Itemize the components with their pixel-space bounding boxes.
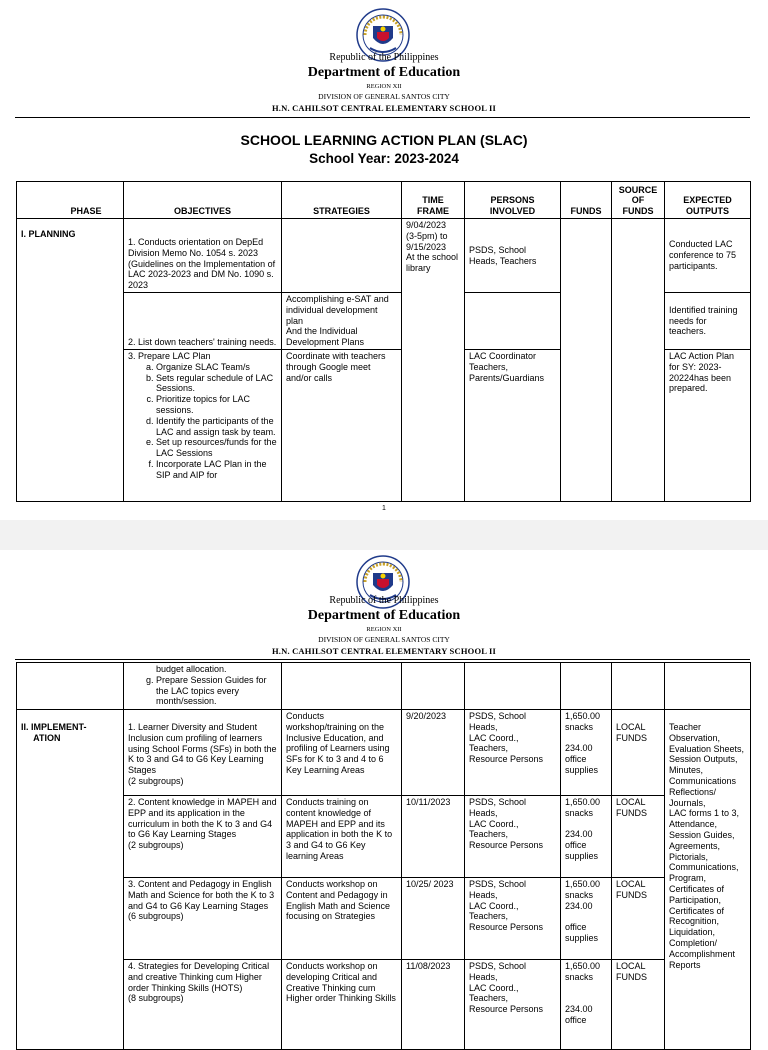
col-objectives-header: OBJECTIVES xyxy=(124,182,282,219)
list-item: d. Identify the participants of the LAC and assign task by team. xyxy=(156,416,277,438)
list-item: f. Incorporate LAC Plan in the SIP and AIP for xyxy=(156,459,277,481)
table-row xyxy=(17,960,751,1050)
col-strategies-header: STRATEGIES xyxy=(282,182,402,219)
header-rule xyxy=(15,659,750,660)
table-row xyxy=(17,219,751,293)
strategy-cell: Conducts workshop on developing Critical and Creative Thinking cum Higher order Thinking Skills xyxy=(282,960,402,1050)
source-cell: LOCAL FUNDS xyxy=(612,796,665,878)
header-region: REGION XII xyxy=(366,626,402,633)
source-cell: LOCAL FUNDS xyxy=(612,878,665,960)
time-frame-cell: 10/25/ 2023 xyxy=(402,878,465,960)
funds-cell: 1,650.00 snacks 234.00 office supplies xyxy=(561,796,612,878)
col-funds-header: FUNDS xyxy=(561,182,612,219)
objective-cell: 2. List down teachers' training needs. xyxy=(124,293,282,350)
col-phase-header: PHASE xyxy=(17,182,124,219)
source-cell xyxy=(612,663,665,710)
strategy-cell xyxy=(282,663,402,710)
continuation-text: budget allocation. xyxy=(156,664,227,674)
slac-table-page-1 xyxy=(16,181,751,502)
time-frame-cell: 9/20/2023 xyxy=(402,710,465,796)
funds-cell xyxy=(561,663,612,710)
source-cell: LOCAL FUNDS xyxy=(612,960,665,1050)
table-row xyxy=(17,663,751,710)
objective-cell xyxy=(124,663,282,710)
header-division: DIVISION OF GENERAL SANTOS CITY xyxy=(318,635,450,644)
persons-cell xyxy=(465,663,561,710)
phase-implementation-cell: II. IMPLEMENT- ATION xyxy=(17,710,124,1050)
table-header-row xyxy=(17,182,751,219)
objective-cell: 1. Learner Diversity and Student Inclusion cum profiling of learners using School Forms (SFs) in both the K to 3 and G4 to G6 Key Learning Stages (2 subgroups) xyxy=(124,710,282,796)
document-page-2 xyxy=(0,550,768,1024)
header-division: DIVISION OF GENERAL SANTOS CITY xyxy=(318,92,450,101)
objective-cell: 1. Conducts orientation on DepEd Division Memo No. 1054 s. 2023 (Guidelines on the Implementation of LAC 2023-2023 and DM No. 1090 s. 2023 xyxy=(124,219,282,293)
output-cell xyxy=(665,663,751,710)
strategy-cell: Conducts training on content knowledge of MAPEH and EPP and its application in both the K to 3 and G4 to G6 Key learning Areas xyxy=(282,796,402,878)
objective-cell: 2. Content knowledge in MAPEH and EPP and its application in the curriculum in both the K to 3 and G4 to G6 Kay Learning Stages (2 subgroups) xyxy=(124,796,282,878)
header-region: REGION XII xyxy=(366,83,402,90)
school-year: School Year: 2023-2024 xyxy=(309,151,459,166)
col-persons-header: PERSONS INVOLVED xyxy=(465,182,561,219)
strategy-cell: Accomplishing e-SAT and individual development plan And the Individual Development Plans xyxy=(282,293,402,350)
source-cell: LOCAL FUNDS xyxy=(612,710,665,796)
list-item: b. Sets regular schedule of LAC Sessions. xyxy=(156,373,277,395)
page-number: 1 xyxy=(382,505,386,512)
header-school: H.N. CAHILSOT CENTRAL ELEMENTARY SCHOOL II xyxy=(271,646,497,656)
strategy-cell: Coordinate with teachers through Google meet and/or calls xyxy=(282,349,402,501)
objective-cell xyxy=(124,349,282,501)
phase-cell xyxy=(17,663,124,710)
page-gap xyxy=(0,520,768,550)
table-row xyxy=(17,878,751,960)
objective-cell: 3. Content and Pedagogy in English Math and Science for both the K to 3 and G4 to G6 Kay Learning Stages (6 subgroups) xyxy=(124,878,282,960)
persons-cell: PSDS, School Heads, LAC Coord., Teachers, Resource Persons xyxy=(465,796,561,878)
output-cell: Conducted LAC conference to 75 participants. xyxy=(665,219,751,293)
document-title: SCHOOL LEARNING ACTION PLAN (SLAC) xyxy=(240,132,528,148)
strategy-cell: Conducts workshop/training on the Inclusive Education, and profiling of Learners using SFs for K to 3 and 4 to 6 Key Learning Areas xyxy=(282,710,402,796)
time-frame-cell xyxy=(402,663,465,710)
funds-cell: 1,650.00 snacks 234.00 office xyxy=(561,960,612,1050)
source-cell xyxy=(612,219,665,502)
funds-cell: 1,650.00 snacks 234.00 office supplies xyxy=(561,878,612,960)
persons-cell: PSDS, School Heads, LAC Coord., Teachers, Resource Persons xyxy=(465,878,561,960)
col-source-header: SOURCE OF FUNDS xyxy=(612,182,665,219)
persons-cell: PSDS, School Heads, LAC Coord., Teachers, Resource Persons xyxy=(465,710,561,796)
persons-cell: PSDS, School Heads, LAC Coord., Teachers, Resource Persons xyxy=(465,960,561,1050)
time-frame-cell: 9/04/2023 (3-5pm) to 9/15/2023 At the school library xyxy=(402,219,465,502)
time-frame-cell: 10/11/2023 xyxy=(402,796,465,878)
objective-cell: 4. Strategies for Developing Critical and creative Thinking cum Higher order Thinking Skills (HOTS) (8 subgroups) xyxy=(124,960,282,1050)
strategy-cell: Conducts workshop on Content and Pedagogy in English Math and Science focusing on Strategies xyxy=(282,878,402,960)
output-cell: LAC Action Plan for SY: 2023-20224has been prepared. xyxy=(665,349,751,501)
header-rule xyxy=(15,117,750,118)
header-school: H.N. CAHILSOT CENTRAL ELEMENTARY SCHOOL II xyxy=(271,103,497,113)
header-republic: Republic of the Philippines xyxy=(329,52,439,63)
list-item: c. Prioritize topics for LAC sessions. xyxy=(156,394,277,416)
output-cell: Identified training needs for teachers. xyxy=(665,293,751,350)
persons-cell xyxy=(465,293,561,350)
header-department: Department of Education xyxy=(307,65,461,80)
objective-intro: 3. Prepare LAC Plan xyxy=(128,350,211,361)
list-item: a. Organize SLAC Team/s xyxy=(156,362,277,373)
funds-cell xyxy=(561,219,612,502)
document-page-1 xyxy=(0,0,768,520)
header-republic: Republic of the Philippines xyxy=(329,595,439,606)
list-item: e. Set up resources/funds for the LAC Sessions xyxy=(156,437,277,459)
time-frame-cell: 11/08/2023 xyxy=(402,960,465,1050)
strategy-cell xyxy=(282,219,402,293)
persons-cell: LAC Coordinator Teachers, Parents/Guardians xyxy=(465,349,561,501)
sub-item-list xyxy=(128,362,277,481)
col-outputs-header: EXPECTED OUTPUTS xyxy=(665,182,751,219)
outputs-cell: Teacher Observation, Evaluation Sheets, Session Outputs, Minutes, Communications Reflections/ Journals, LAC forms 1 to 3, Attendance, Session Guides, Agreements, Pictorials, Communications, Program, Certificates of Participation, Certificates of Recognition, Liquidation, Completion/ Accomplishment Reports xyxy=(665,710,751,1050)
table-row xyxy=(17,796,751,878)
phase-planning-cell: I. PLANNING xyxy=(17,219,124,502)
slac-table-page-2 xyxy=(16,662,751,1050)
list-item: g. Prepare Session Guides for the LAC topics every month/session. xyxy=(156,675,277,707)
sub-item-list xyxy=(128,675,277,707)
table-row xyxy=(17,710,751,796)
persons-cell: PSDS, School Heads, Teachers xyxy=(465,219,561,293)
funds-cell: 1,650.00 snacks 234.00 office supplies xyxy=(561,710,612,796)
header-department: Department of Education xyxy=(307,608,461,623)
col-time-frame-header: TIME FRAME xyxy=(402,182,465,219)
